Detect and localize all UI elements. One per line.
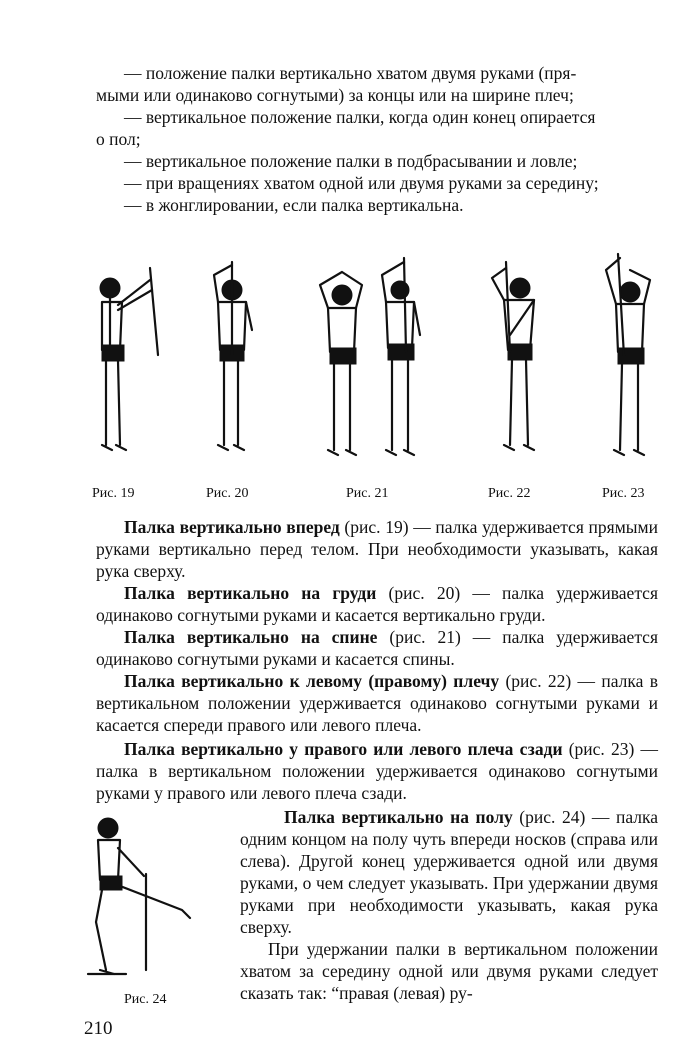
paragraph-fig24 bbox=[240, 806, 658, 938]
paragraph-fig19 bbox=[96, 516, 658, 582]
paragraph-text: (рис. 22) — палка в вертикальном положении удерживается одинаково согнутыми руками и касается спереди правого или левого плеча. bbox=[96, 671, 658, 735]
paragraph-fig23 bbox=[96, 738, 658, 804]
paragraph-text: (рис. 21) — палка удерживается одинаково согнутыми руками и касается спины. bbox=[96, 627, 658, 669]
figure-20-gymnast bbox=[214, 262, 252, 450]
paragraph-text: (рис. 19) — палка удерживается прямыми руками вертикально перед телом. При необходимости указывать, какая рука сверху. bbox=[96, 517, 658, 581]
paragraph-title: Палка вертикально на полу bbox=[284, 807, 513, 827]
paragraph-grip-middle bbox=[240, 938, 658, 1004]
figure-caption: Рис. 23 bbox=[602, 486, 645, 501]
figure-caption: Рис. 20 bbox=[206, 486, 249, 501]
paragraph-text: (рис. 23) — палка в вертикальном положении удерживается одинаково согнутыми руками у правого или левого плеча сзади. bbox=[96, 739, 658, 803]
figure-22-gymnast bbox=[492, 262, 534, 450]
paragraph-title: Палка вертикально к левому (правому) плечу bbox=[124, 671, 500, 691]
bullet-line: — при вращениях хватом одной или двумя руками за середину; bbox=[124, 173, 599, 193]
paragraph-fig22 bbox=[96, 670, 658, 736]
paragraph-fig21 bbox=[96, 626, 658, 670]
figure-caption: Рис. 22 bbox=[488, 486, 531, 501]
paragraph-title: Палка вертикально на спине bbox=[124, 627, 378, 647]
paragraph-text: (рис. 24) — палка одним концом на полу чуть впереди носков (справа или слева). Другой конец удерживается одной или двумя руками, о чем следует указывать. При удержании двумя руками при необходимости указывать, какая рука сверху. bbox=[240, 807, 658, 937]
figure-caption: Рис. 24 bbox=[124, 992, 167, 1007]
page-number: 210 bbox=[84, 1018, 113, 1039]
bullet-line: — положение палки вертикально хватом двумя руками (пря- bbox=[124, 63, 577, 83]
paragraph-title: Палка вертикально у правого или левого плеча сзади bbox=[124, 739, 563, 759]
bullet-line: — вертикальное положение палки, когда один конец опирается bbox=[124, 107, 596, 127]
bullet-line: мыми или одинаково согнутыми) за концы или на ширине плеч; bbox=[96, 85, 574, 105]
bullet-line: о пол; bbox=[96, 129, 141, 149]
figure-24-illustration bbox=[86, 812, 196, 988]
paragraph-title: Палка вертикально вперед bbox=[124, 517, 340, 537]
paragraph-text: При удержании палки в вертикальном положении хватом за середину одной или двумя руками следует сказать так: “правая (левая) ру- bbox=[240, 939, 658, 1003]
figure-19-gymnast bbox=[100, 268, 158, 450]
figure-23-gymnast bbox=[606, 254, 650, 455]
bullet-line: — вертикальное положение палки в подбрасывании и ловле; bbox=[124, 151, 578, 171]
paragraph-text: (рис. 20) — палка удерживается одинаково согнутыми руками и касается вертикально груди. bbox=[96, 583, 658, 625]
figure-caption: Рис. 19 bbox=[92, 486, 135, 501]
paragraph-fig20 bbox=[96, 582, 658, 626]
figure-caption: Рис. 21 bbox=[346, 486, 389, 501]
figures-19-23-illustration bbox=[80, 240, 670, 480]
bullet-line: — в жонглировании, если палка вертикальна. bbox=[124, 195, 464, 215]
figure-21-gymnasts bbox=[320, 258, 420, 455]
paragraph-title: Палка вертикально на груди bbox=[124, 583, 377, 603]
